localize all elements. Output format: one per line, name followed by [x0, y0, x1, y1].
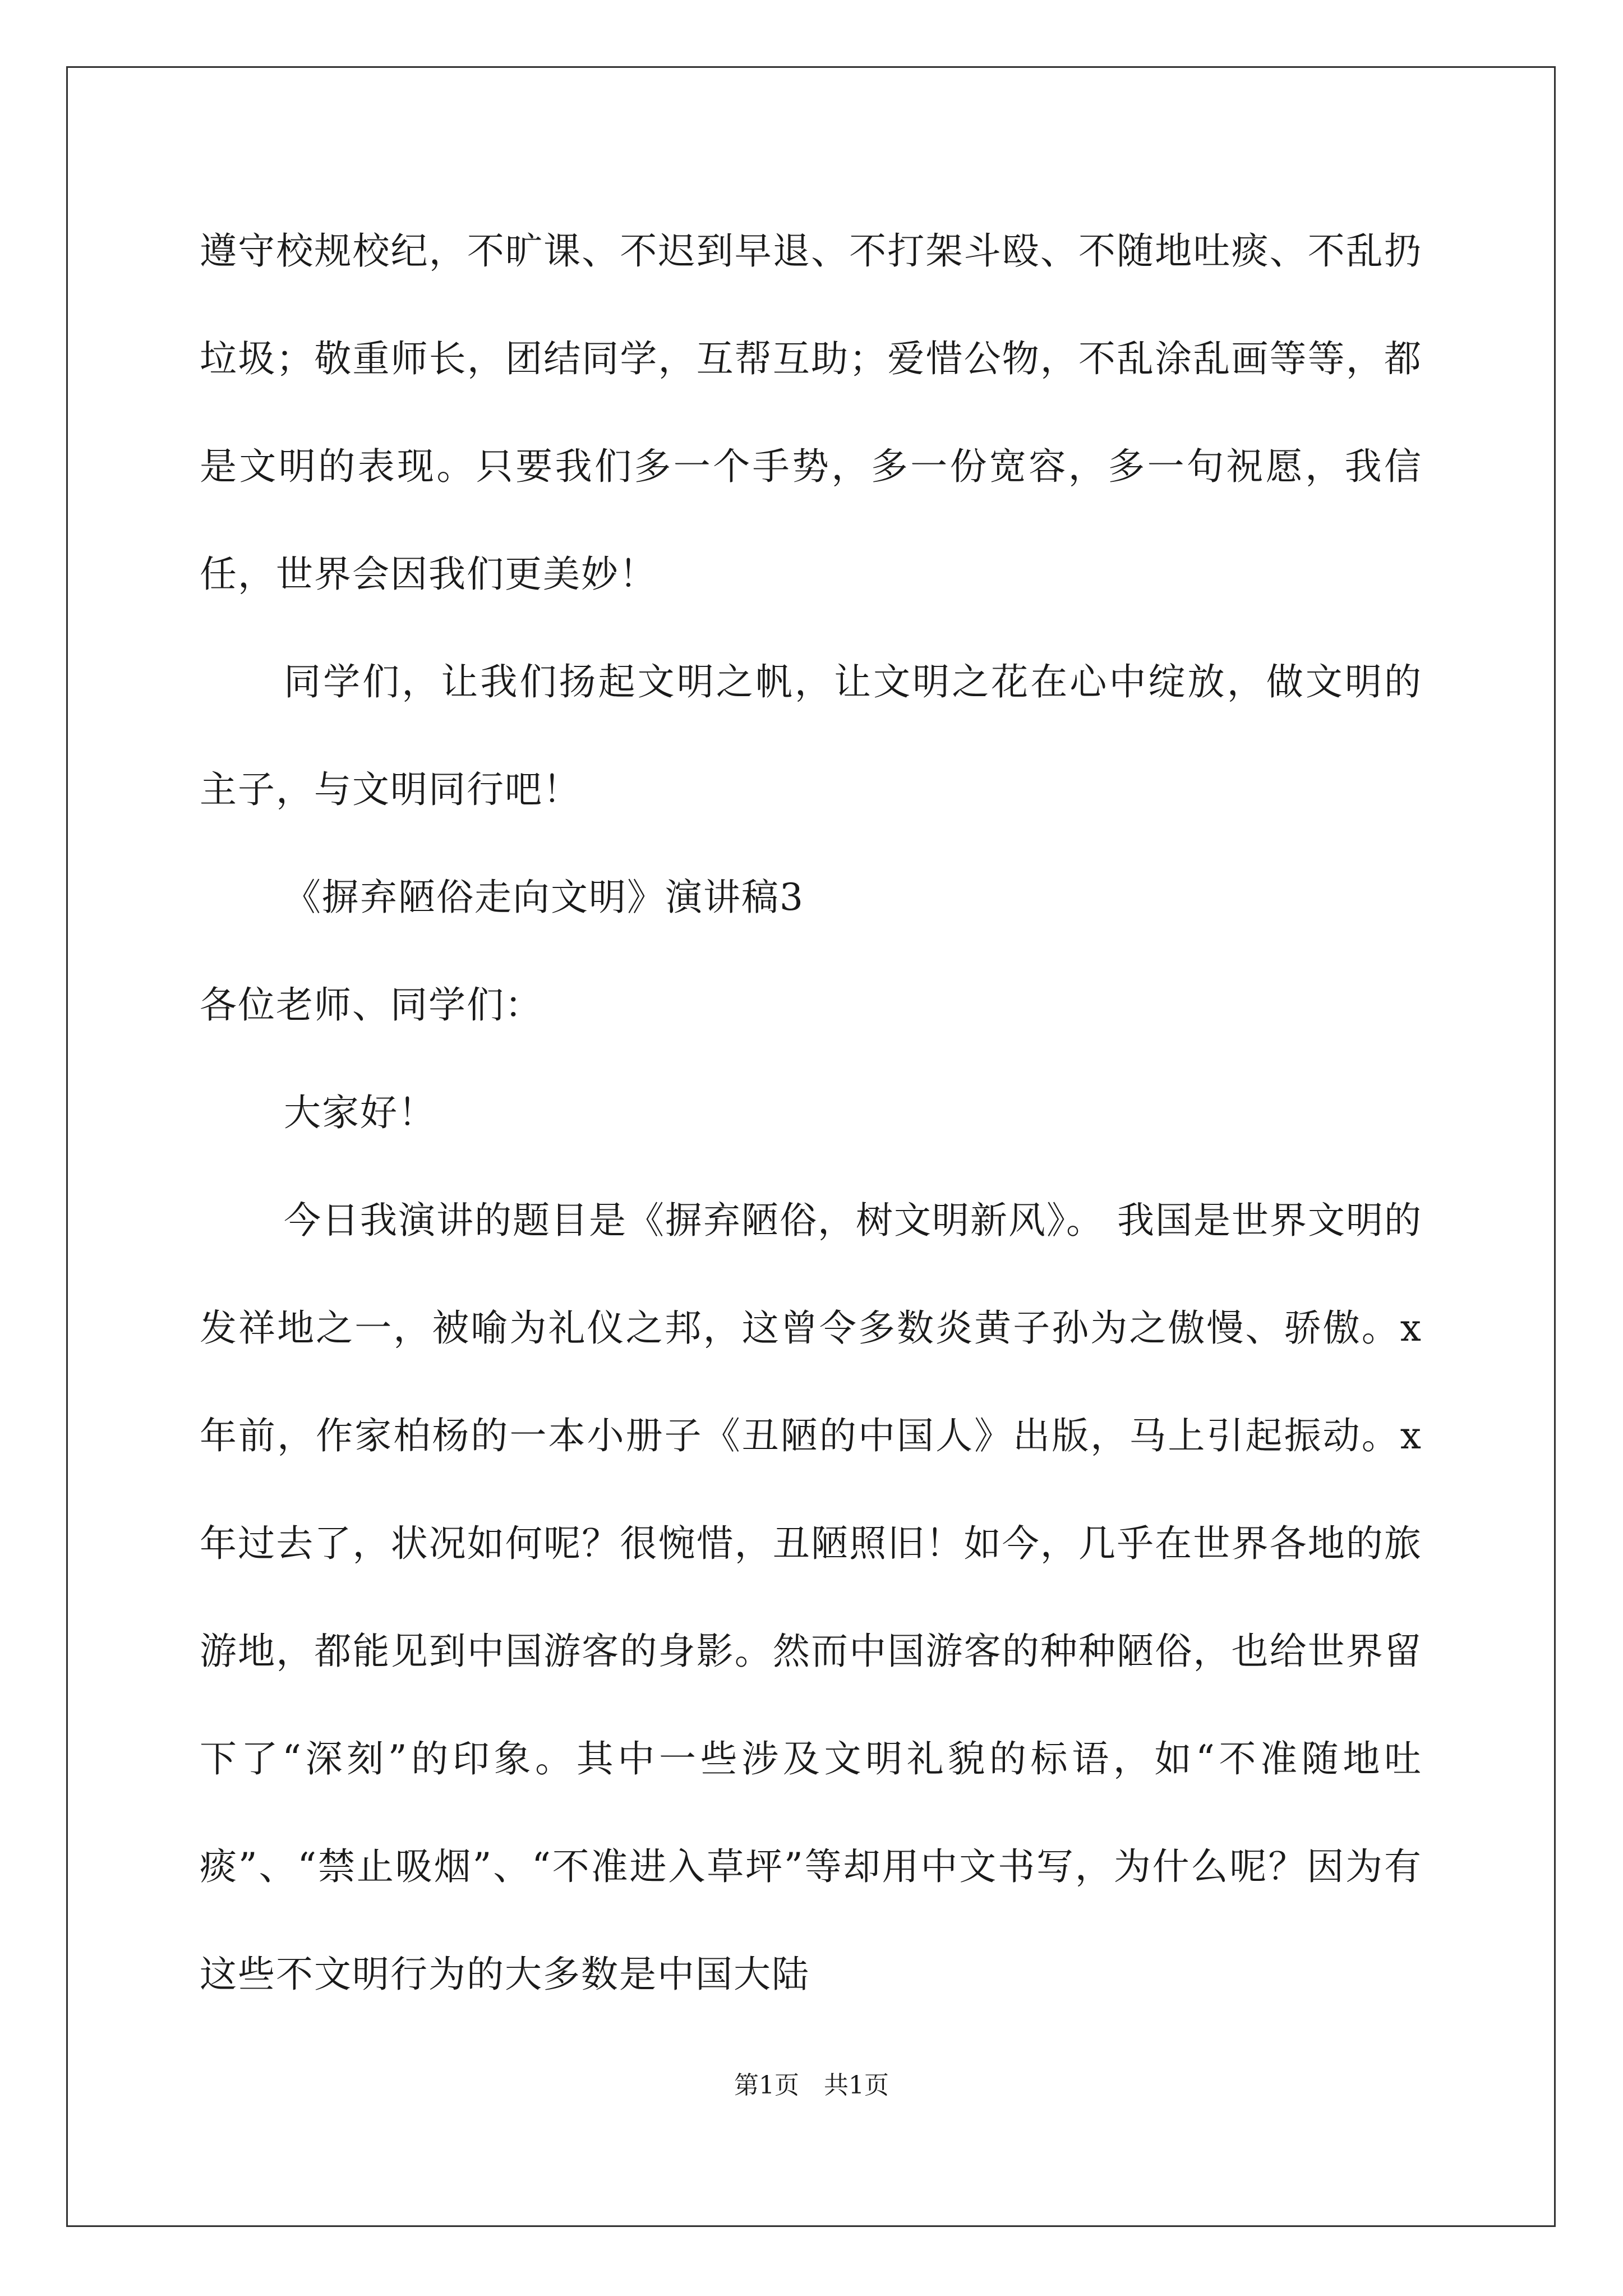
paragraph-1: 遵守校规校纪，不旷课、不迟到早退、不打架斗殴、不随地吐痰、不乱扔垃圾；敬重师长，团结同学，互帮互助；爱惜公物，不乱涂乱画等等，都是文明的表现。只要我们多一个手势，多一份宽容，多一句祝愿，我信任，世界会因我们更美妙！	[200, 229, 1422, 596]
paragraph-main: 今日我演讲的题目是《摒弃陋俗，树文明新风》。 我国是世界文明的发祥地之一，被喻为礼仪之邦，这曾令多数炎黄子孙为之傲慢、骄傲。x年前，作家柏杨的一本小册子《丑陋的中国人》出版，马上引起振动。x年过去了，状况如何呢？很惋惜，丑陋照旧！如今，几乎在世界各地的旅游地，都能见到中国游客的身影。然而中国游客的种种陋俗，也给世界留下了“深刻”的印象。其中一些涉及文明礼貌的标语，如“不准随地吐痰”、“禁止吸烟”、“不准进入草坪”等却用中文书写，为什么呢？因为有这些不文明行为的大多数是中国大陆	[200, 1199, 1422, 1996]
page-footer: 第1页 共1页	[734, 2071, 889, 2100]
section-title: 《摒弃陋俗走向文明》演讲稿3	[284, 876, 804, 919]
paragraph-2: 同学们，让我们扬起文明之帆，让文明之花在心中绽放，做文明的主子，与文明同行吧！	[200, 660, 1422, 811]
document-body	[200, 197, 1422, 2028]
greeting: 大家好！	[284, 1091, 436, 1134]
salutation: 各位老师、同学们：	[200, 983, 543, 1027]
